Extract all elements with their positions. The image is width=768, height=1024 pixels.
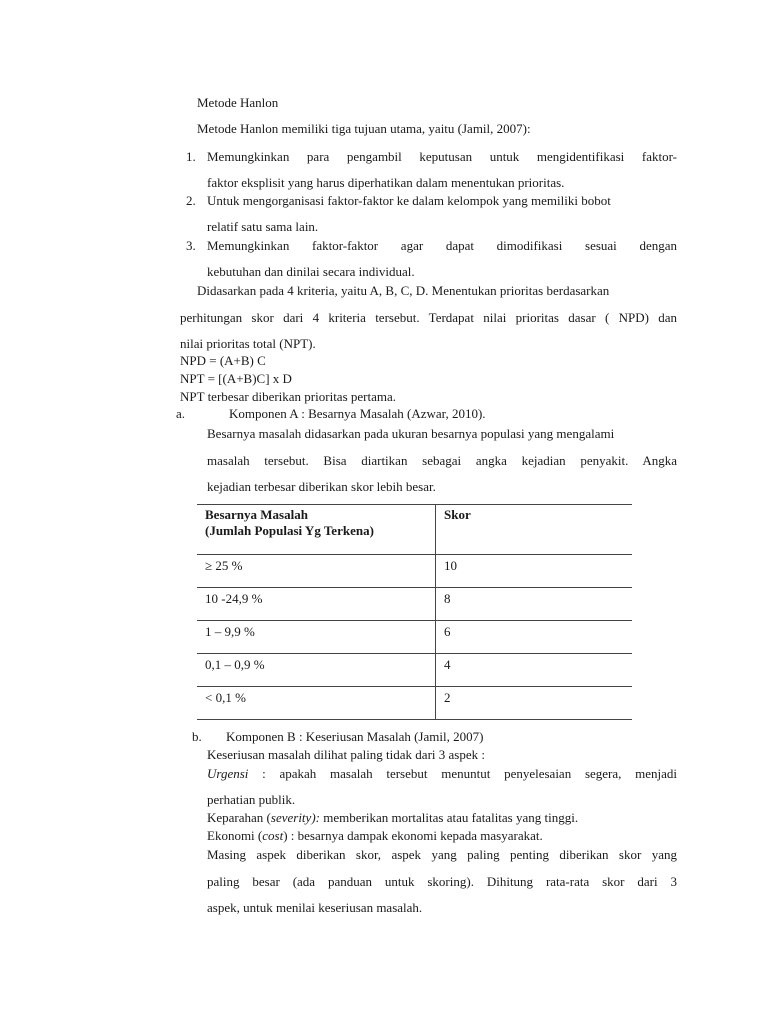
table-cell: 6 — [436, 621, 633, 654]
keparahan-term: severity): — [270, 810, 320, 825]
urgensi-term: Urgensi — [207, 766, 249, 781]
paragraph-line: nilai prioritas total (NPT). — [180, 336, 316, 351]
section-heading: Komponen A : Besarnya Masalah (Azwar, 2010). — [229, 406, 486, 421]
section-title: Metode Hanlon — [197, 95, 279, 110]
table-cell: 0,1 – 0,9 % — [197, 654, 436, 687]
intro-text: Metode Hanlon memiliki tiga tujuan utama, yaitu (Jamil, 2007): — [197, 121, 531, 136]
keparahan-text: memberikan mortalitas atau fatalitas yang tinggi. — [319, 810, 579, 825]
table-header-cell — [436, 505, 633, 555]
npt-note: NPT terbesar diberikan prioritas pertama. — [180, 389, 396, 404]
paragraph-line: Besarnya masalah didasarkan pada ukuran besarnya populasi yang mengalami — [207, 426, 615, 441]
table-header-row — [197, 505, 632, 555]
table-row — [197, 555, 632, 588]
goal-number: 3. — [186, 238, 196, 253]
paragraph-line: kejadian terbesar diberikan skor lebih besar. — [207, 479, 436, 494]
urgensi-text: : apakah masalah tersebut menuntut penyelesaian segera, menjadi — [248, 766, 677, 781]
table-header-cell — [197, 505, 436, 555]
section-letter: a. — [176, 406, 186, 421]
goal-line: kebutuhan dan dinilai secara individual. — [207, 264, 415, 279]
paragraph-line: paling besar (ada panduan untuk skoring). Dihitung rata-rata skor dari 3 — [207, 874, 677, 889]
goal-number: 1. — [186, 149, 196, 164]
section-heading: Komponen B : Keseriusan Masalah (Jamil, 2007) — [226, 729, 484, 744]
table-cell: 1 – 9,9 % — [197, 621, 436, 654]
keparahan-line — [207, 810, 578, 826]
paragraph-line: Didasarkan pada 4 kriteria, yaitu A, B, C, D. Menentukan prioritas berdasarkan — [197, 283, 610, 298]
table-cell: 4 — [436, 654, 633, 687]
formula-npt: NPT = [(A+B)C] x D — [180, 371, 292, 386]
goal-number: 2. — [186, 193, 196, 208]
table-row — [197, 687, 632, 720]
goal-line: relatif satu sama lain. — [207, 219, 319, 234]
ekonomi-prefix: Ekonomi ( — [207, 828, 263, 843]
paragraph-line: perhatian publik. — [207, 792, 296, 807]
table-cell: 2 — [436, 687, 633, 720]
ekonomi-term: cost — [262, 828, 284, 843]
paragraph-line: aspek, untuk menilai keseriusan masalah. — [207, 900, 423, 915]
header-label: Skor — [444, 507, 471, 522]
table-cell: 10 -24,9 % — [197, 588, 436, 621]
paragraph-line: Keseriusan masalah dilihat paling tidak dari 3 aspek : — [207, 747, 485, 762]
ekonomi-text: ) : besarnya dampak ekonomi kepada masyarakat. — [283, 828, 543, 843]
header-sublabel: (Jumlah Populasi Yg Terkena) — [205, 523, 374, 538]
goal-line: Memungkinkan para pengambil keputusan untuk mengidentifikasi faktor- — [207, 149, 677, 164]
formula-npd: NPD = (A+B) C — [180, 353, 266, 368]
paragraph-line: masalah tersebut. Bisa diartikan sebagai angka kejadian penyakit. Angka — [207, 453, 677, 468]
header-label: Besarnya Masalah — [205, 507, 308, 522]
table-cell: 8 — [436, 588, 633, 621]
score-table — [197, 504, 632, 720]
table-cell: ≥ 25 % — [197, 555, 436, 588]
urgensi-line — [207, 766, 677, 782]
section-letter: b. — [192, 729, 202, 744]
paragraph-line: Masing aspek diberikan skor, aspek yang paling penting diberikan skor yang — [207, 847, 677, 862]
table-row — [197, 654, 632, 687]
table-row — [197, 588, 632, 621]
goal-line: Untuk mengorganisasi faktor-faktor ke dalam kelompok yang memiliki bobot — [207, 193, 611, 208]
paragraph-line: perhitungan skor dari 4 kriteria tersebut. Terdapat nilai prioritas dasar ( NPD) dan — [180, 310, 677, 325]
table-row — [197, 621, 632, 654]
ekonomi-line — [207, 828, 543, 844]
goal-line: Memungkinkan faktor-faktor agar dapat dimodifikasi sesuai dengan — [207, 238, 677, 253]
table-cell: < 0,1 % — [197, 687, 436, 720]
goal-line: faktor eksplisit yang harus diperhatikan dalam menentukan prioritas. — [207, 175, 565, 190]
keparahan-prefix: Keparahan ( — [207, 810, 271, 825]
table-cell: 10 — [436, 555, 633, 588]
